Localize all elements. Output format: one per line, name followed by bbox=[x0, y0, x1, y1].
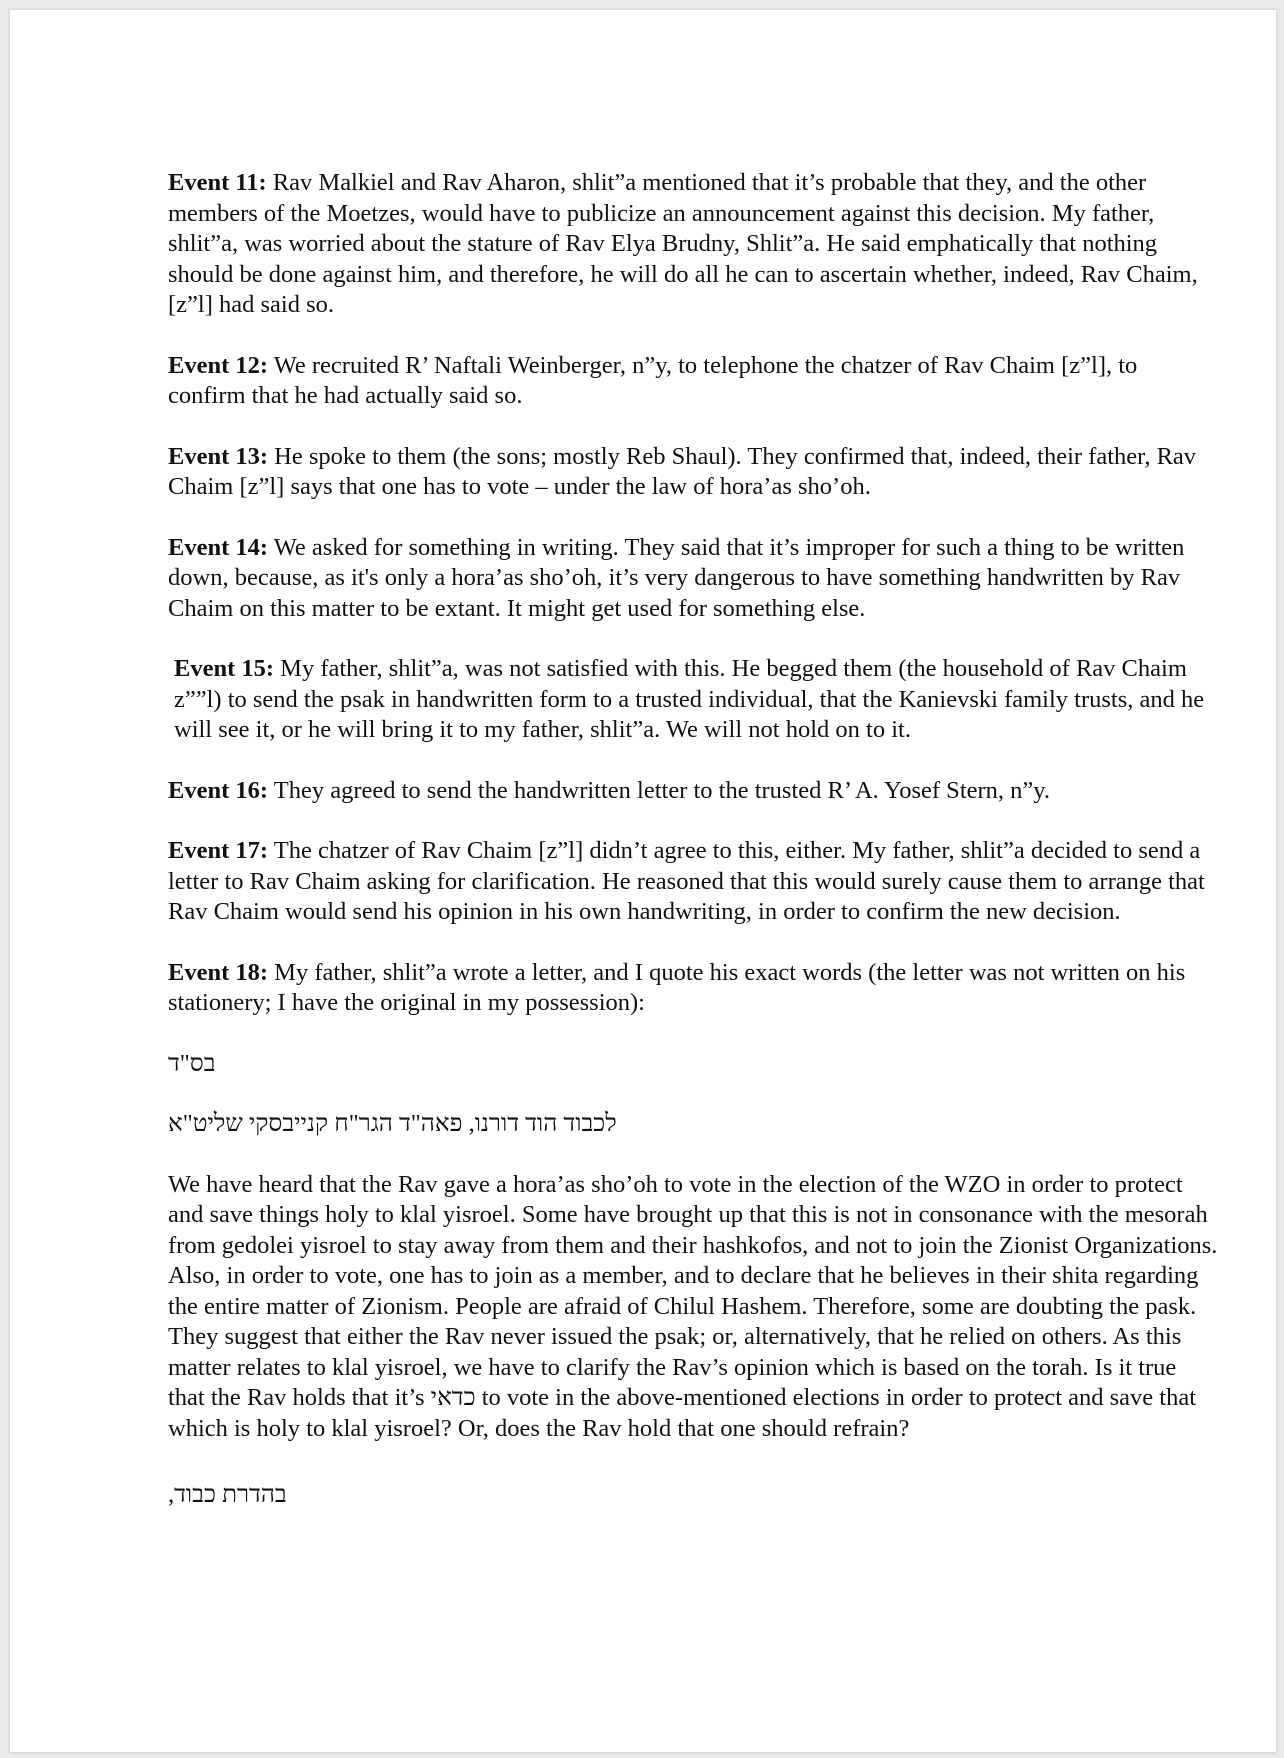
event-label: Event 12: bbox=[168, 351, 269, 379]
event-paragraph bbox=[168, 776, 1218, 807]
event-text: The chatzer of Rav Chaim [z”l] didn’t agree to this, either. My father, shlit”a decided to send a letter to Rav Chaim asking for clarification. He reasoned that this would surely cause them to arrange that Rav Chaim would send his opinion in his own handwriting, in order to confirm the new decision. bbox=[168, 837, 1205, 925]
document-page bbox=[10, 10, 1276, 1752]
event-label: Event 14: bbox=[168, 533, 269, 561]
event-paragraph bbox=[168, 958, 1218, 1019]
event-paragraph bbox=[168, 351, 1218, 412]
event-paragraph bbox=[168, 533, 1218, 625]
event-text: He spoke to them (the sons; mostly Reb Shaul). They confirmed that, indeed, their father, Rav Chaim [z”l] says that one has to vote – under the law of hora’as sho’oh. bbox=[168, 442, 1197, 500]
event-paragraph bbox=[168, 168, 1218, 321]
event-text: Rav Malkiel and Rav Aharon, shlit”a mentioned that it’s probable that they, and the other members of the Moetzes, would have to publicize an announcement against this decision. My father, shlit”a, was worried about the stature of Rav Elya Brudny, Shlit”a. He said emphatically that nothing should be done against him, and therefore, he will do all he can to ascertain whether, indeed, Rav Chaim, [z”l] had said so. bbox=[168, 169, 1198, 318]
event-label: Event 11: bbox=[168, 169, 267, 196]
event-label: Event 13: bbox=[168, 442, 269, 470]
event-text: My father, shlit”a, was not satisfied with this. He begged them (the household of Rav Chaim z””l) to send the psak in handwritten form to a trusted individual, that the Kanievski family trusts, and he will see it, or he will bring it to my father, shlit”a. We will not hold on to it. bbox=[174, 655, 1205, 743]
event-paragraph bbox=[168, 654, 1218, 746]
letter-bsd-text: בס"ד bbox=[168, 1049, 216, 1077]
event-text: They agreed to send the handwritten letter to the trusted R’ A. Yosef Stern, n”y. bbox=[268, 776, 1051, 804]
letter-bsd bbox=[168, 1049, 1218, 1080]
event-text: We recruited R’ Naftali Weinberger, n”y, to telephone the chatzer of Rav Chaim [z”l], to confirm that he had actually said so. bbox=[168, 351, 1138, 409]
letter-body: We have heard that the Rav gave a hora’as sho’oh to vote in the election of the WZO in order to protect and save things holy to klal yisroel. Some have brought up that this is not in consonance with the mesorah from gedolei yisroel to stay away from them and their hashkofos, and not to join the Zionist Organizations. Also, in order to vote, one has to join as a member, and to declare that he believes in their shita regarding the entire matter of Zionism. People are afraid of Chilul Hashem. Therefore, some are doubting the pask. They suggest that either the Rav never issued the psak; or, alternatively, that he relied on others. As this matter relates to klal yisroel, we have to clarify the Rav’s opinion which is based on the torah. Is it true that the Rav holds that it’s כדאי to vote in the above-mentioned elections in order to protect and save that which is holy to klal yisroel? Or, does the Rav hold that one should refrain? bbox=[168, 1170, 1218, 1442]
event-paragraph bbox=[168, 836, 1218, 928]
event-label: Event 15: bbox=[174, 655, 275, 682]
document-content bbox=[168, 168, 1218, 1541]
event-label: Event 16: bbox=[168, 776, 269, 804]
event-label: Event 18: bbox=[168, 958, 269, 986]
event-text: My father, shlit”a wrote a letter, and I quote his exact words (the letter was not written on his stationery; I have the original in my possession): bbox=[168, 958, 1186, 1016]
letter-closing bbox=[168, 1480, 1218, 1511]
event-text: We asked for something in writing. They said that it’s improper for such a thing to be written down, because, as it's only a hora’as sho’oh, it’s very dangerous to have something handwritten by Rav Chaim on this matter to be extant. It might get used for something else. bbox=[168, 533, 1185, 622]
event-label: Event 17: bbox=[168, 837, 269, 864]
letter-closing-text: בהדרת כבוד, bbox=[168, 1481, 287, 1508]
event-paragraph bbox=[168, 442, 1218, 503]
letter-salutation bbox=[168, 1109, 1218, 1140]
letter-salutation-text: לכבוד הוד דורנו, פאה"ד הגר"ח קנייבסקי שליט"א bbox=[168, 1110, 617, 1137]
